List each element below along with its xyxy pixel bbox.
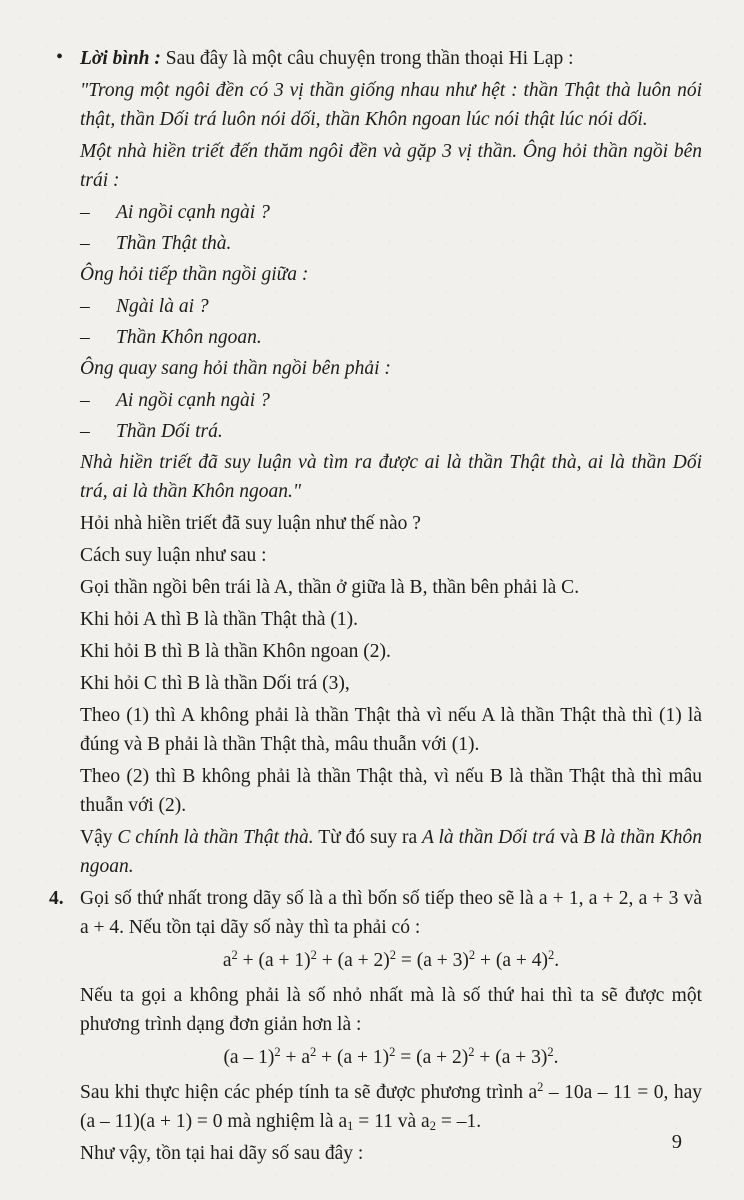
question-line: Hỏi nhà hiền triết đã suy luận như thế nào ?	[80, 513, 421, 534]
item4-intro	[49, 884, 702, 942]
story-paragraph-4: Ông quay sang hỏi thần ngồi bên phải :	[80, 358, 391, 379]
item4-intro-text: Gọi số thứ nhất trong dãy số là a thì bốn số tiếp theo sẽ là a + 1, a + 2, a + 3 và a + 4. Nếu tồn tại dãy số này thì ta phải có :	[80, 888, 702, 938]
conclusion-roman-2: Từ đó suy ra	[313, 827, 423, 848]
dialog-answer-1	[80, 229, 702, 258]
solution-line-4: Khi hỏi B thì B là thần Khôn ngoan (2).	[80, 641, 391, 662]
solution-conclusion	[80, 823, 702, 881]
dialog-dash: –	[80, 202, 90, 223]
solution-line-6: Theo (1) thì A không phải là thần Thật thà vì nếu A là thần Thật thà thì (1) là đúng và B phải là thần Thật thà, mâu thuẫn với (1).	[80, 705, 702, 755]
solution-line-3: Khi hỏi A thì B là thần Thật thà (1).	[80, 609, 359, 630]
solution-line-7: Theo (2) thì B không phải là thần Thật thà, vì nếu B là thần Thật thà thì mâu thuẫn với (2).	[80, 766, 702, 816]
item4-marker: 4.	[49, 888, 64, 909]
dialog-question-2	[80, 292, 702, 321]
solution-line-2: Gọi thần ngồi bên trái là A, thần ở giữa là B, thần bên phải là C.	[80, 577, 580, 598]
item4-formula-2: $(a - 1)^2 + a^2 + (a + 1)^2 = (a + 2)^2 + (a + 3)^2$.	[223, 1045, 559, 1068]
dialog-question-3	[80, 386, 702, 415]
dialog-question-1-text: Ai ngồi cạnh ngài ?	[116, 202, 270, 223]
story-paragraph-2: Một nhà hiền triết đến thăm ngôi đền và gặp 3 vị thần. Ông hỏi thần ngồi bên trái :	[80, 141, 702, 191]
loi-binh-intro: Sau đây là một câu chuyện trong thần thoại Hi Lạp :	[160, 48, 574, 69]
loi-binh-paragraph	[56, 44, 702, 73]
item4-after: Sau khi thực hiện các phép tính ta sẽ được phương trình $a^2 - 10a - 11 = 0$, hay (a – 11)(a + 1) = 0 mà nghiệm là $a_1 = 11$ và $a_2 = -1$.	[80, 1080, 702, 1133]
dialog-question-2-text: Ngài là ai ?	[116, 296, 209, 317]
dialog-answer-2-text: Thần Khôn ngoan.	[116, 327, 262, 348]
item4-closing: Như vậy, tồn tại hai dãy số sau đây :	[80, 1143, 364, 1164]
dialog-answer-1-text: Thần Thật thà.	[116, 233, 232, 254]
story-paragraph-5: Nhà hiền triết đã suy luận và tìm ra được ai là thần Thật thà, ai là thần Dối trá, ai là thần Khôn ngoan."	[80, 452, 702, 502]
story-paragraph-3: Ông hỏi tiếp thần ngồi giữa :	[80, 264, 309, 285]
conclusion-italic-3: B là thần Khôn ngoan.	[80, 827, 702, 877]
page-number: 9	[671, 1131, 682, 1153]
dialog-answer-2	[80, 323, 702, 352]
conclusion-italic-1: C chính là thần Thật thà.	[117, 827, 314, 848]
conclusion-roman-3: và	[555, 827, 584, 848]
conclusion-roman-1: Vậy	[80, 827, 118, 848]
page-content	[49, 44, 702, 1171]
dialog-dash: –	[80, 233, 90, 254]
loi-binh-label: Lời bình :	[80, 48, 161, 69]
dialog-dash: –	[80, 327, 90, 348]
story-paragraph-1: "Trong một ngôi đền có 3 vị thần giống nhau như hệt : thần Thật thà luôn nói thật, thần Dối trá luôn nói dối, thần Khôn ngoan lúc nói thật lúc nói dối.	[80, 80, 702, 130]
dialog-answer-3-text: Thần Dối trá.	[116, 421, 223, 442]
dialog-question-1	[80, 198, 702, 227]
solution-line-5: Khi hỏi C thì B là thần Dối trá (3),	[80, 673, 350, 694]
solution-line-1: Cách suy luận như sau :	[80, 545, 267, 566]
dialog-dash: –	[80, 421, 90, 442]
bullet-icon: •	[56, 46, 64, 68]
item4-mid: Nếu ta gọi a không phải là số nhỏ nhất mà là số thứ hai thì ta sẽ được một phương trình dạng đơn giản hơn là :	[80, 985, 702, 1035]
item4-formula-1: $a^2 + (a + 1)^2 + (a + 2)^2 = (a + 3)^2 + (a + 4)^2$.	[222, 948, 560, 971]
dialog-answer-3	[80, 417, 702, 446]
dialog-question-3-text: Ai ngồi cạnh ngài ?	[116, 390, 270, 411]
conclusion-italic-2: A là thần Dối trá	[422, 827, 556, 848]
dialog-dash: –	[80, 296, 90, 317]
dialog-dash: –	[80, 390, 90, 411]
